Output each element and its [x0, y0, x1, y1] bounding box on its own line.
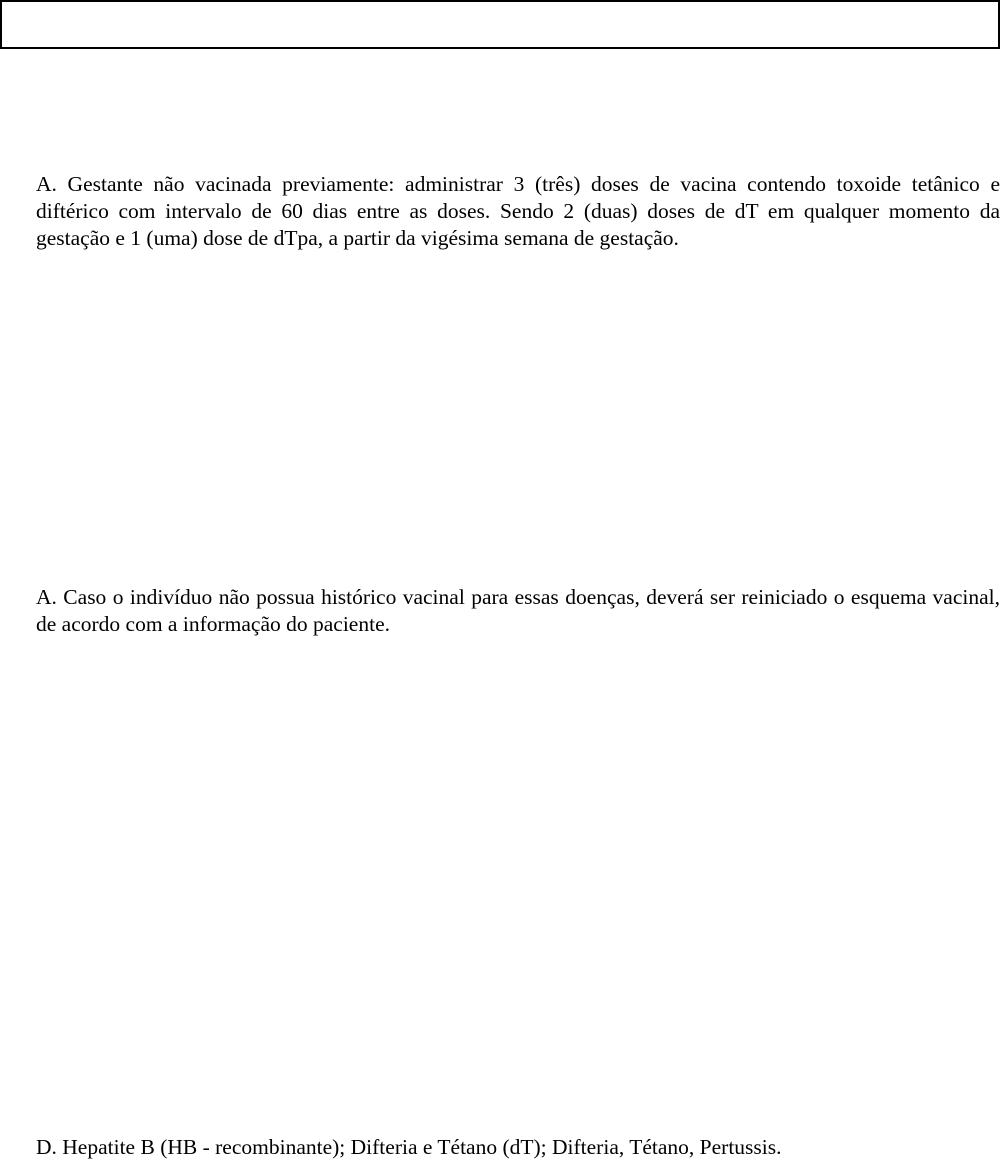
- header-input-box: [0, 0, 1000, 49]
- answer-paragraph-2: A. Caso o indivíduo não possua histórico vacinal para essas doenças, deverá ser reiniciado o esquema vacinal, de acordo com a informação do paciente.: [36, 585, 1000, 636]
- answer-paragraph-3: D. Hepatite B (HB - recombinante); Difteria e Tétano (dT); Difteria, Tétano, Pertussis.: [36, 1135, 782, 1159]
- answer-paragraph-1: A. Gestante não vacinada previamente: administrar 3 (três) doses de vacina contendo toxoide tetânico e diftérico com intervalo de 60 dias entre as doses. Sendo 2 (duas) doses de dT em qualquer momento da gestação e 1 (uma) dose de dTpa, a partir da vigésima semana de gestação.: [36, 172, 1000, 250]
